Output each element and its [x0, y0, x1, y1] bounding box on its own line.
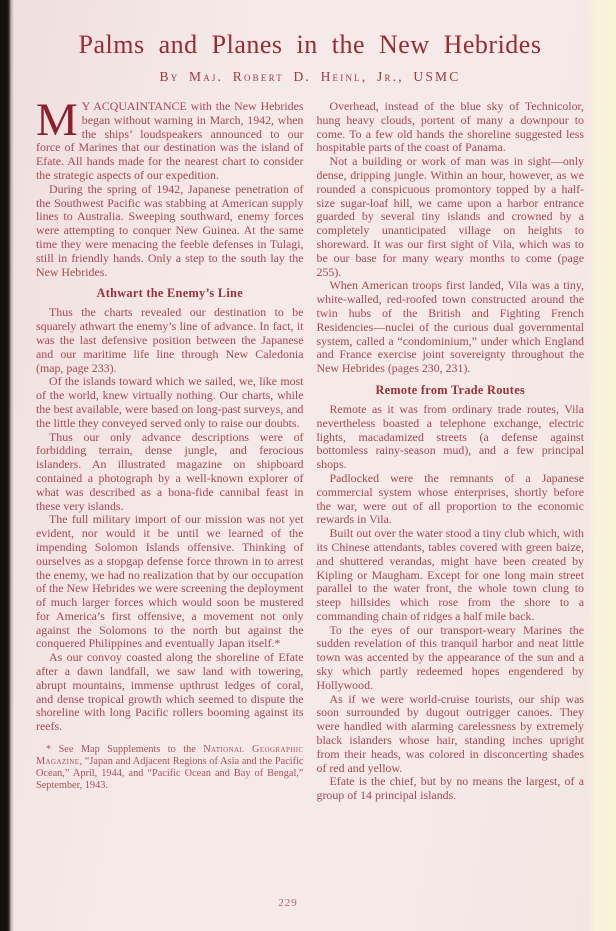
section-heading-remote-from-trade-routes: Remote from Trade Routes: [375, 382, 526, 397]
article: [36, 30, 584, 803]
page-binding-edge: [0, 0, 14, 931]
paragraph: Not a building or work of man was in sight—only dense, dripping jungle. Within an hour, however, as we rounded a conspicuous promontory topped by a half-size sugar-loaf hill, we came upon a harbor entrance guarded by several tiny islands and crowned by a completely unanticipated village on heights to shoreward. It was our first sight of Vila, which was to be our base for many weary months to come (page 255).: [316, 154, 584, 279]
paragraph: Overhead, instead of the blue sky of Technicolor, hung heavy clouds, portent of many a downpour to come. To a few old hands the shoreline suggested less hospitable parts of the coast of Panama.: [316, 99, 584, 155]
paragraph: The full military import of our mission was not yet evident, nor would it be until we learned of the impending Solomon Islands offensive. Thinking of ourselves as a stopgap defense force thrown in to arrest the enemy, we had no realization that by our occupation of the New Hebrides we were screening the deployment of much larger forces which would soon be mustered for America’s first offensive, a movement not only against the Solomons to the north but against the conquered Philippines and eventually Japan itself.*: [36, 512, 304, 651]
paragraph: As our convoy coasted along the shoreline of Efate after a dawn landfall, we saw land with towering, abrupt mountains, immense upthrust ledges of coral, and dense tropical growth which seemed to dispute the shoreline with long Pacific rollers booming against its reefs.: [36, 650, 304, 734]
column-left: [36, 94, 304, 792]
adjacent-page-edge: [588, 0, 616, 931]
footnote-text: , “Japan and Adjacent Regions of Asia and the Pacific Ocean,” April, 1944, and “Pacific Ocean and Bay of Bengal,” September, 1943.: [36, 756, 304, 792]
paragraph: To the eyes of our transport-weary Marines the sudden revelation of this tranquil harbor and neat little town was accented by the appearance of the sun and a sky which partly redeemed hopes engendered by Hollywood.: [316, 622, 584, 692]
paragraph: As if we were world-cruise tourists, our ship was soon surrounded by dugout outrigger canoes. They were handled with alarming carelessness by extremely black islanders whose hair, standing inches upright from their heads, was colored in disconcerting shades of red and yellow.: [316, 691, 584, 775]
paragraph: Remote as it was from ordinary trade routes, Vila nevertheless boasted a telephone exchange, electric lights, macadamized streets (a defense against bottomless rainy-season mud), and a few principal shops.: [316, 401, 584, 472]
footnote-magazine-name: National Geographic Magazine: [36, 744, 304, 768]
paragraph: When American troops first landed, Vila was a tiny, white-walled, red-roofed town constructed around the twin hubs of the British and Fighting French Residencies—nuclei of the curious dual governmental system, called a “condominium,” under which England and France exercise joint sovereignty throughout the New Hebrides (pages 230, 231).: [316, 278, 584, 376]
paragraph: [36, 94, 304, 183]
footnote-text: * See Map Supplements to the: [46, 744, 204, 756]
paragraph: Thus our only advance descriptions were of forbidding terrain, dense jungle, and ferocious islanders. An illustrated magazine on shipboard contained a photograph by a well-known explorer of what was described as a bona-fide cannibal feast in these very islands.: [36, 429, 304, 513]
paragraph: Padlocked were the remnants of a Japanese commercial system whose enterprises, shortly before the war, were out of all proportion to the economic rewards in Vila.: [316, 470, 584, 527]
paragraph: Of the islands toward which we sailed, we, like most of the world, knew virtually nothing. Our charts, while the best available, were based on long-past surveys, and the little they conveyed served only to raise our doubts.: [36, 374, 304, 430]
column-right: [317, 100, 585, 803]
paragraph: Built out over the water stood a tiny club which, with its Chinese attendants, tables covered with green baize, and shuttered verandas, might have been created by Kipling or Maugham. Except for one long main street parallel to the water front, the whole town clung to steep hillsides which rose from the shore to a commanding chain of ridges a half mile back.: [316, 526, 584, 623]
paragraph: During the spring of 1942, Japanese penetration of the Southwest Pacific was stabbing at American supply lines to Australia. Sweeping southward, enemy forces were attempting to conquer New Guinea. At the same time they were menacing the feeble defenses in Tulagi, still in friendly hands. Only a step to the south lay the New Hebrides.: [36, 181, 304, 279]
paragraph: Thus the charts revealed our destination to be squarely athwart the enemy’s line of advance. In fact, it was the last defensive position between the Japanese and our maritime life line through New Caledonia (map, page 233).: [36, 305, 304, 375]
page-number: 229: [278, 897, 298, 909]
drop-cap: M: [36, 94, 78, 146]
paragraph: Efate is the chief, but by no means the largest, of a group of 14 principal islands.: [316, 774, 584, 803]
two-column-body: [36, 94, 584, 803]
byline: By Maj. Robert D. Heinl, Jr., USMC: [159, 69, 461, 84]
paragraph-text: Y ACQUAINTANCE with the New Hebrides began without warning in March, 1942, when the ships’ loudspeakers announced to our force of Marines that our destination was the island of Efate. All hands made for the nearest chart to consider the strategic aspects of our expedition.: [36, 99, 304, 182]
section-heading-athwart-enemys-line: Athwart the Enemy’s Line: [96, 286, 243, 301]
page-title: Palms and Planes in the New Hebrides: [78, 30, 542, 59]
footnote: [36, 744, 304, 792]
